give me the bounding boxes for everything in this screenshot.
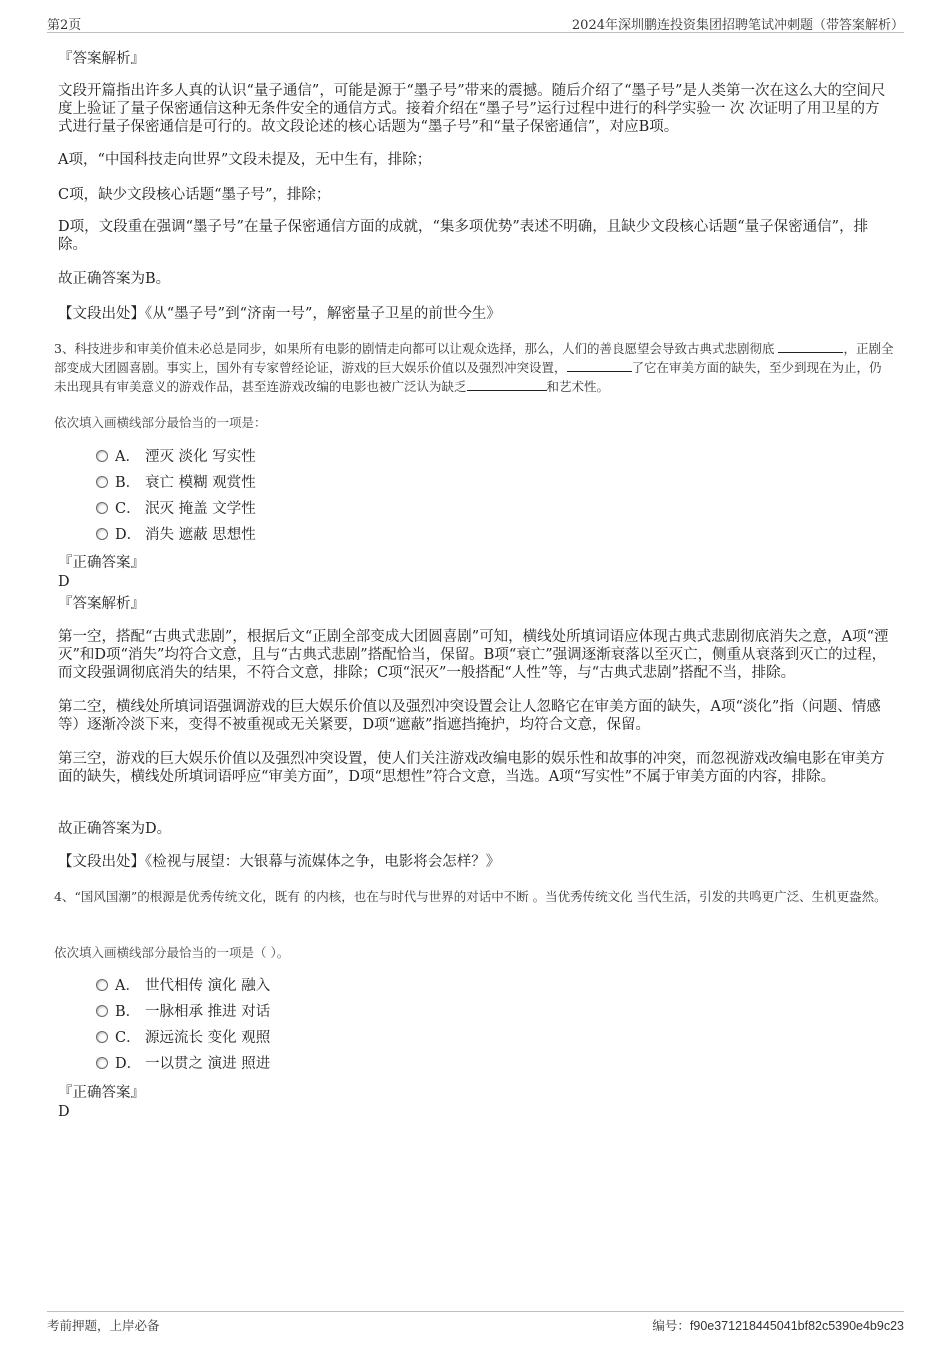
document-id: 编号：f90e371218445041bf82c5390e4b9c23 <box>652 1319 904 1333</box>
radio-icon[interactable] <box>96 450 108 462</box>
radio-icon[interactable] <box>96 1005 108 1017</box>
question-instruction: 依次填入画横线部分最恰当的一项是： <box>54 415 267 430</box>
analysis-paragraph: 文段开篇指出许多人真的认识“量子通信”，可能是源于“墨子号”带来的震撼。随后介绍了“墨子号”是人类第一次在这么大的空间尺度上验证了量子保密通信这种无条件安全的通信方式。接着介绍在“墨子号”运行过程中进行的科学实验一 次 次证明了用卫星的方式进行量子保密通信是可行的。故文段论述的核心话题为“墨子号”和“量子保密通信”，对应B项。 <box>58 83 886 135</box>
fill-blank <box>467 378 547 391</box>
fill-blank <box>778 340 843 353</box>
question-instruction: 依次填入画横线部分最恰当的一项是（ ）。 <box>54 945 290 960</box>
option-d[interactable]: D． 一以贯之 演进 照进 <box>96 1054 270 1074</box>
radio-icon[interactable] <box>96 528 108 540</box>
analysis-paragraph: 第一空，搭配“古典式悲剧”，根据后文“正剧全部变成大团圆喜剧”可知，横线处所填词语应体现古典式悲剧彻底消失之意，A项“湮灭”和D项“消失”均符合文意，且与“古典式悲剧”搭配恰当，保留。B项“衰亡”强调逐渐衰落以至灭亡，侧重从衰落到灭亡的过程，而文段强调彻底消失的结果，不符合文意，排除；C项“泯灭”一般搭配“人性”等，与“古典式悲剧”搭配不当，排除。 <box>58 629 889 681</box>
analysis-heading: 『答案解析』 <box>58 596 145 612</box>
source-citation: 【文段出处】《检视与展望：大银幕与流媒体之争，电影将会怎样？》 <box>58 854 501 870</box>
option-c[interactable]: C． 源远流长 变化 观照 <box>96 1028 270 1048</box>
page-header <box>47 14 904 33</box>
analysis-conclusion: 故正确答案为B。 <box>58 271 171 287</box>
fill-blank <box>567 359 632 372</box>
question-stem: 3、科技进步和审美价值未必总是同步，如果所有电影的剧情走向都可以让观众选择，那么，人们的善良愿望会导致古典式悲剧彻底 ，正剧全部变成大团圆喜剧。事实上，国外有专家曾经论证，游戏的巨大娱乐价值以及强烈冲突设置， 了它在审美方面的缺失，至少到现在为止，仍未出现具有审美意义的游戏作品，甚至连游戏改编的电影也被广泛认为缺乏 和艺术性。 <box>54 341 894 394</box>
footer-slogan: 考前押题，上岸必备 <box>47 1318 160 1333</box>
option-b[interactable]: B． 一脉相承 推进 对话 <box>96 1002 270 1022</box>
analysis-paragraph: 第二空，横线处所填词语强调游戏的巨大娱乐价值以及强烈冲突设置会让人忽略它在审美方面的缺失，A项“淡化”指（问题、情感等）逐渐冷淡下来，变得不被重视或无关紧要，D项“遮蔽”指遮挡掩护，均符合文意，保留。 <box>58 699 881 733</box>
option-c[interactable]: C． 泯灭 掩盖 文学性 <box>96 499 256 519</box>
page-number: 第2页 <box>47 18 82 33</box>
analysis-conclusion: 故正确答案为D。 <box>58 821 172 837</box>
option-a[interactable]: A． 世代相传 演化 融入 <box>96 976 270 996</box>
analysis-paragraph: A项，“中国科技走向世界”文段未提及，无中生有，排除； <box>58 152 432 168</box>
option-a[interactable]: A． 湮灭 淡化 写实性 <box>96 447 256 467</box>
option-b[interactable]: B． 衰亡 模糊 观赏性 <box>96 473 256 493</box>
radio-icon[interactable] <box>96 502 108 514</box>
radio-icon[interactable] <box>96 1031 108 1043</box>
analysis-paragraph: 第三空，游戏的巨大娱乐价值以及强烈冲突设置，使人们关注游戏改编电影的娱乐性和故事的冲突，而忽视游戏改编电影在审美方面的缺失，横线处所填词语呼应“审美方面”，D项“思想性”符合文意，当选。A项“写实性”不属于审美方面的内容，排除。 <box>58 751 885 785</box>
analysis-paragraph: D项，文段重在强调“墨子号”在量子保密通信方面的成就，“集多项优势”表述不明确，且缺少文段核心话题“量子保密通信”，排除。 <box>58 219 869 253</box>
analysis-paragraph: C项，缺少文段核心话题“墨子号”，排除； <box>58 187 331 203</box>
option-d[interactable]: D． 消失 遮蔽 思想性 <box>96 525 256 545</box>
answer-heading: 『正确答案』 <box>58 555 145 571</box>
page-footer <box>47 1311 904 1334</box>
radio-icon[interactable] <box>96 979 108 991</box>
radio-icon[interactable] <box>96 476 108 488</box>
correct-answer: D <box>58 1104 70 1120</box>
analysis-heading: 『答案解析』 <box>58 51 145 67</box>
answer-heading: 『正确答案』 <box>58 1085 145 1101</box>
question-stem: 4、“国风国潮”的根源是优秀传统文化，既有 的内核，也在与时代与世界的对话中不断 。当优秀传统文化 当代生活，引发的共鸣更广泛、生机更盎然。 <box>54 889 887 904</box>
source-citation: 【文段出处】《从“墨子号”到“济南一号”，解密量子卫星的前世今生》 <box>58 306 501 322</box>
radio-icon[interactable] <box>96 1057 108 1069</box>
correct-answer: D <box>58 574 70 590</box>
document-title: 2024年深圳鹏连投资集团招聘笔试冲刺题（带答案解析） <box>571 18 904 33</box>
